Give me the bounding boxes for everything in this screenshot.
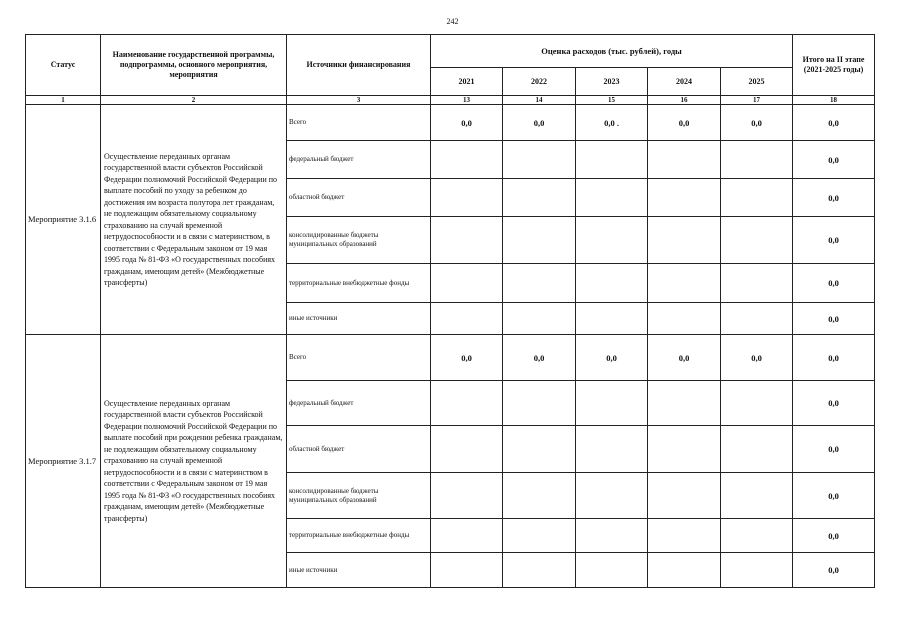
total-value-cell: 0,0 (793, 553, 875, 588)
total-value-cell: 0,0 (793, 426, 875, 473)
funding-source: Всего (287, 105, 431, 141)
year-value-cell (721, 217, 793, 264)
year-value-cell (576, 381, 648, 426)
measure-name: Осуществление переданных органам государственной власти субъектов Российской Федерации полномочий Российской Федерации по выплате пособий по уходу за ребенком до достижения им возраста полутора лет гражданам, не подлежащим обязательному социальному страхованию на случай временной нетрудоспособности и в связи с материнством, в соответствии с Федеральным законом от 19 мая 1995 года № 81-ФЗ «О государственных пособиях гражданам, имеющим детей» (Межбюджетные трансферты) (101, 105, 287, 335)
header-year-2023: 2023 (576, 68, 648, 96)
year-value-cell (648, 426, 721, 473)
year-value-cell (648, 217, 721, 264)
year-value-cell: 0,0 (503, 335, 576, 381)
header-estimate: Оценка расходов (тыс. рублей), годы (431, 35, 793, 68)
year-value-cell: 0,0 (721, 335, 793, 381)
year-value-cell (431, 553, 503, 588)
year-value-cell (721, 141, 793, 179)
funding-source: иные источники (287, 553, 431, 588)
column-number: 15 (576, 96, 648, 105)
year-value-cell (503, 179, 576, 217)
year-value-cell (431, 519, 503, 553)
funding-source: федеральный бюджет (287, 141, 431, 179)
funding-source: федеральный бюджет (287, 381, 431, 426)
year-value-cell (721, 426, 793, 473)
year-value-cell (503, 473, 576, 519)
column-number: 1 (26, 96, 101, 105)
header-year-2022: 2022 (503, 68, 576, 96)
total-value-cell: 0,0 (793, 264, 875, 303)
year-value-cell (431, 179, 503, 217)
year-value-cell (431, 426, 503, 473)
total-value-cell: 0,0 (793, 381, 875, 426)
year-value-cell: 0,0 (503, 105, 576, 141)
year-value-cell (648, 303, 721, 335)
column-number: 2 (101, 96, 287, 105)
year-value-cell (576, 426, 648, 473)
funding-source: иные источники (287, 303, 431, 335)
page-number: 242 (446, 17, 459, 26)
year-value-cell (503, 553, 576, 588)
year-value-cell: 0,0 (721, 105, 793, 141)
measure-name: Осуществление переданных органам государственной власти субъектов Российской Федерации полномочий Российской Федерации по выплате пособий при рождении ребенка гражданам, не подлежащим обязательному социальному страхованию на случай временной нетрудоспособности и в связи с материнством в соответствии с Федеральным законом от 19 мая 1995 года № 81-ФЗ «О государственных пособиях гражданам, имеющим детей» (Межбюджетные трансферты) (101, 335, 287, 588)
total-value-cell: 0,0 (793, 473, 875, 519)
table-row (26, 105, 875, 141)
year-value-cell (503, 519, 576, 553)
year-value-cell: 0,0 (576, 335, 648, 381)
year-value-cell (576, 217, 648, 264)
year-value-cell (431, 217, 503, 264)
year-value-cell (431, 381, 503, 426)
funding-source: территориальные внебюджетные фонды (287, 264, 431, 303)
year-value-cell (431, 264, 503, 303)
year-value-cell: 0,0 (431, 105, 503, 141)
year-value-cell (721, 303, 793, 335)
year-value-cell (648, 141, 721, 179)
total-value-cell: 0,0 (793, 105, 875, 141)
year-value-cell (721, 553, 793, 588)
year-value-cell (576, 179, 648, 217)
total-value-cell: 0,0 (793, 217, 875, 264)
year-value-cell (721, 519, 793, 553)
column-number: 13 (431, 96, 503, 105)
year-value-cell: 0,0 (431, 335, 503, 381)
funding-source: областной бюджет (287, 179, 431, 217)
year-value-cell (576, 519, 648, 553)
header-year-2021: 2021 (431, 68, 503, 96)
year-value-cell (503, 264, 576, 303)
year-value-cell: 0,0 (648, 105, 721, 141)
year-value-cell (431, 473, 503, 519)
total-value-cell: 0,0 (793, 519, 875, 553)
header-sources: Источники финансирования (287, 35, 431, 96)
column-number-row (26, 96, 875, 105)
column-number: 3 (287, 96, 431, 105)
header-year-2024: 2024 (648, 68, 721, 96)
year-value-cell (648, 264, 721, 303)
total-value-cell: 0,0 (793, 335, 875, 381)
year-value-cell (503, 141, 576, 179)
year-value-cell: 0,0 (648, 335, 721, 381)
column-number: 18 (793, 96, 875, 105)
funding-source: областной бюджет (287, 426, 431, 473)
column-number: 16 (648, 96, 721, 105)
funding-source: территориальные внебюджетные фонды (287, 519, 431, 553)
year-value-cell (503, 381, 576, 426)
total-value-cell: 0,0 (793, 179, 875, 217)
funding-source: Всего (287, 335, 431, 381)
year-value-cell (648, 473, 721, 519)
year-value-cell (431, 141, 503, 179)
funding-source: консолидированные бюджеты муниципальных образований (287, 217, 431, 264)
measure-status: Мероприятие 3.1.7 (26, 335, 101, 588)
year-value-cell (576, 303, 648, 335)
year-value-cell (576, 141, 648, 179)
column-number: 17 (721, 96, 793, 105)
year-value-cell (576, 473, 648, 519)
year-value-cell (648, 179, 721, 217)
total-value-cell: 0,0 (793, 303, 875, 335)
header-program-name: Наименование государственной программы, подпрограммы, основного мероприятия, мероприятия (101, 35, 287, 96)
year-value-cell (431, 303, 503, 335)
header-status: Статус (26, 35, 101, 96)
year-value-cell: 0,0 . (576, 105, 648, 141)
funding-source: консолидированные бюджеты муниципальных образований (287, 473, 431, 519)
budget-table (25, 34, 875, 588)
year-value-cell (503, 426, 576, 473)
year-value-cell (721, 381, 793, 426)
year-value-cell (576, 553, 648, 588)
year-value-cell (721, 179, 793, 217)
year-value-cell (648, 553, 721, 588)
column-number: 14 (503, 96, 576, 105)
header-year-2025: 2025 (721, 68, 793, 96)
total-value-cell: 0,0 (793, 141, 875, 179)
year-value-cell (721, 473, 793, 519)
header-total: Итого на II этапе (2021-2025 годы) (793, 35, 875, 96)
measure-status: Мероприятие 3.1.6 (26, 105, 101, 335)
year-value-cell (576, 264, 648, 303)
year-value-cell (648, 519, 721, 553)
year-value-cell (503, 217, 576, 264)
table-row (26, 335, 875, 381)
year-value-cell (721, 264, 793, 303)
year-value-cell (503, 303, 576, 335)
year-value-cell (648, 381, 721, 426)
